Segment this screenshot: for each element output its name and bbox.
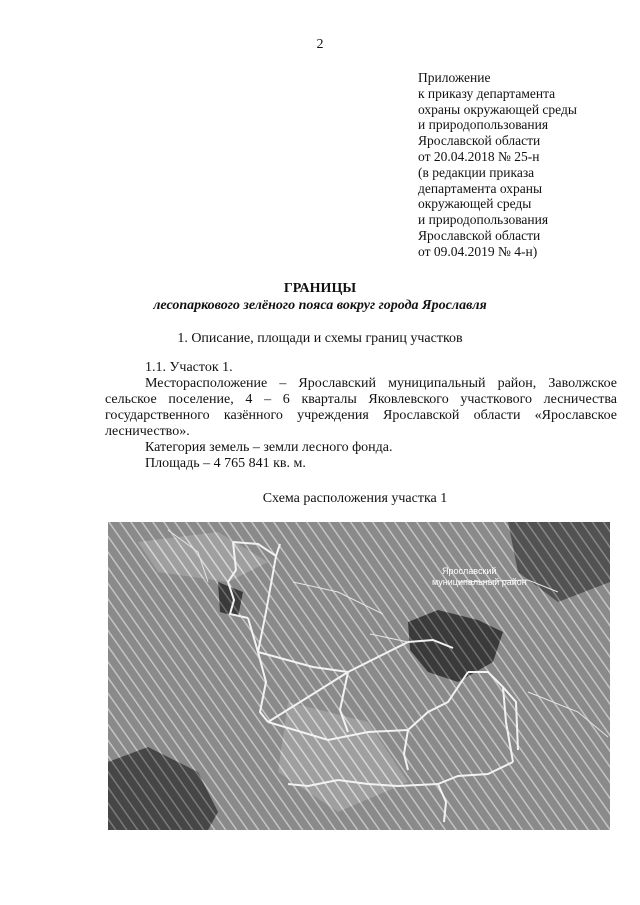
appendix-line: Ярославской области	[418, 133, 541, 149]
appendix-line: и природопользования	[418, 212, 549, 228]
plot-description	[105, 360, 617, 472]
title-subtitle: лесопаркового зелёного пояса вокруг города Ярославля	[153, 298, 487, 313]
appendix-line: от 20.04.2018 № 25-н	[418, 148, 540, 164]
title-main: ГРАНИЦЫ	[283, 281, 357, 296]
plot-heading: 1.1. Участок 1.	[145, 360, 233, 375]
map-label: Ярославский	[442, 566, 497, 576]
plot-location: Месторасположение – Ярославский муниципальный район, Заволжское сельское поселение, 4 – 6 кварталы Яковлевского участкового лесничества государственного казённого учреждения Ярославской области «Ярославское лесничество».	[105, 376, 617, 439]
appendix-line: департамента охраны	[418, 180, 543, 196]
plot-area: Площадь – 4 765 841 кв. м.	[145, 456, 306, 471]
page-number: 2	[316, 37, 324, 52]
appendix-line: охраны окружающей среды	[418, 101, 577, 117]
appendix-line: (в редакции приказа	[418, 164, 535, 180]
appendix-line: к приказу департамента	[418, 85, 556, 101]
satellite-map	[108, 522, 610, 830]
document-title	[0, 280, 640, 314]
appendix-line: и природопользования	[418, 117, 549, 133]
appendix-line: Приложение	[418, 70, 491, 85]
appendix-block	[418, 70, 628, 260]
appendix-line: от 09.04.2019 № 4-н)	[418, 243, 538, 259]
map-label: муниципальный район	[432, 577, 527, 587]
appendix-line: Ярославской области	[418, 227, 541, 243]
scheme-caption: Схема расположения участка 1	[262, 491, 448, 506]
appendix-line: окружающей среды	[418, 196, 532, 212]
section-heading: 1. Описание, площади и схемы границ участков	[177, 331, 463, 346]
plot-land-category: Категория земель – земли лесного фонда.	[145, 440, 393, 455]
